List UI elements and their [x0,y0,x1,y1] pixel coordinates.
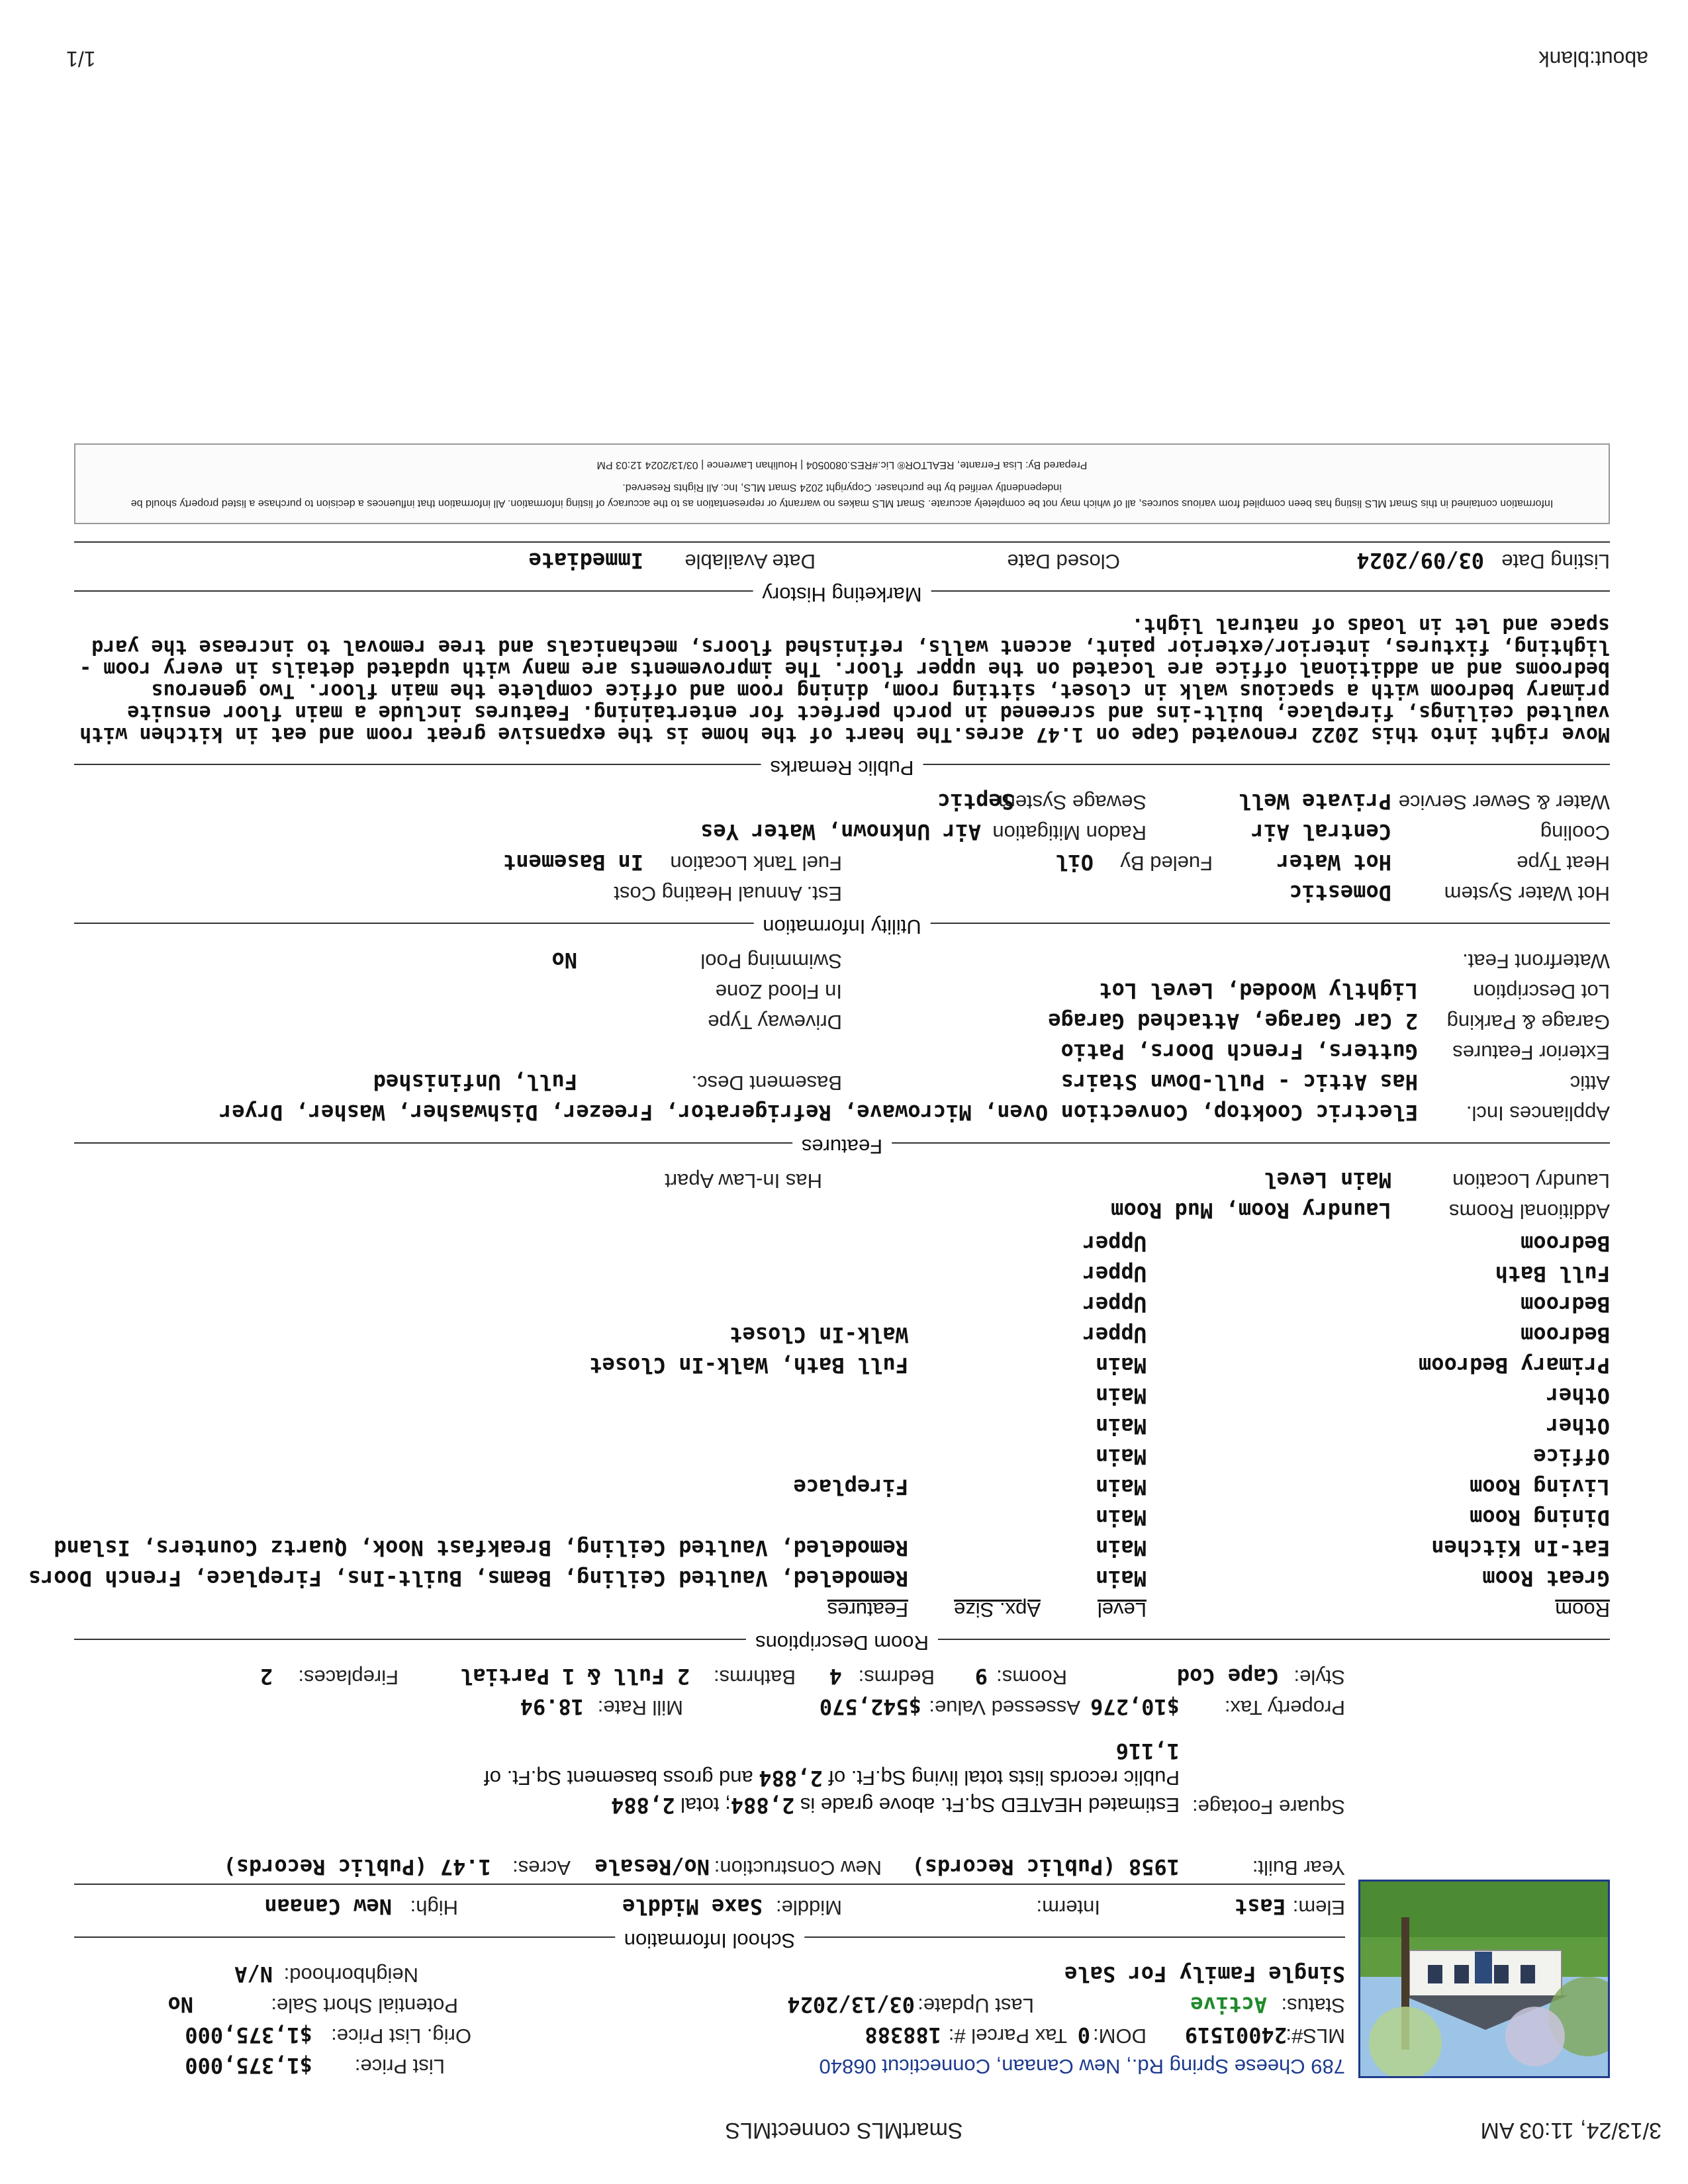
marketing-section-header: Marketing History [74,576,1610,608]
print-url: about:blank [1538,47,1648,71]
room-row [74,1287,1610,1317]
school-section-header: School Information [74,1922,1345,1954]
room-features: Remodeled, Vaulted Ceiling, Breakfast Nook, Quartz Counters, Island [54,1535,908,1561]
mill-rate-label: Mill Rate: [597,1696,683,1719]
room-row [28,1561,1610,1591]
bathrms-value: 2 Full & 1 Partial [460,1664,690,1689]
mls-number: 24001519 [1184,2023,1287,2048]
sewage-value: Septic [937,789,1014,814]
room-row [74,1469,1610,1500]
status-label: Status: [1281,1994,1345,2017]
mls-label: MLS#: [1286,2025,1345,2048]
exterior-value: Gutters, French Doors, Patio [1060,1039,1418,1064]
room-name: Other [1546,1383,1610,1408]
heat-type-label: Heat Type [1517,852,1610,875]
exterior-label: Exterior Features [1452,1041,1610,1064]
high-label: High: [410,1896,458,1919]
driveway-label: Driveway Type [708,1011,842,1034]
room-level: Main [1095,1566,1147,1591]
attic-label: Attic [1570,1071,1610,1095]
year-built-value: 1958 (Public Records) [912,1854,1180,1880]
property-tax-label: Property Tax: [1224,1696,1345,1719]
room-list [28,1226,1610,1591]
room-col-header: Room [1555,1598,1610,1621]
in-law-label: Has In-Law Apart [665,1169,822,1193]
print-page-number: 1/1 [66,47,96,71]
interm-label: Interm: [1036,1896,1100,1919]
laundry-location-value: Main Level [1264,1167,1391,1193]
mill-rate-value: 18.94 [520,1694,584,1719]
room-name: Eat-In Kitchen [1431,1535,1610,1561]
orig-price: $1,375,000 [185,2023,312,2048]
swimming-pool-label: Swimming Pool [700,950,842,973]
heat-type-value: Hot Water [1276,850,1391,875]
laundry-location-label: Laundry Location [1452,1169,1610,1193]
short-sale-label: Potential Short Sale: [271,1994,458,2017]
rooms-section-header: Room Descriptions [74,1624,1610,1656]
room-level: Main [1095,1383,1147,1408]
room-level: Upper [1082,1231,1147,1256]
disclaimer-line-2: independently verified by the purchaser. Copyright 2024 Smart MLS, Inc. All Rights Reserved. [622,482,1062,493]
room-features: Remodeled, Vaulted Ceiling, Beams, Built-Ins, Fireplace, French Doors [28,1566,908,1591]
room-features: Full Bath, Walk-In Closet [589,1353,908,1378]
room-level: Main [1095,1444,1147,1469]
middle-value: Saxe Middle [622,1894,763,1919]
room-level: Upper [1082,1322,1147,1347]
room-name: Primary Bedroom [1419,1353,1610,1378]
room-level: Main [1095,1505,1147,1530]
room-name: Other [1546,1414,1610,1439]
garage-value: 2 Car Garage, Attached Garage [1048,1009,1418,1034]
property-type: Single Family For Sale [1064,1962,1345,1987]
lot-description-value: Lightly Wooded, Level Lot [1099,978,1418,1003]
room-row [74,1378,1610,1408]
heating-cost-label: Est. Annual Heating Cost [614,882,842,905]
closed-date-label: Closed Date [1007,550,1120,573]
cooling-value: Central Air [1251,819,1391,844]
level-col-header: Level [1097,1598,1147,1621]
dom-label: DOM: [1093,2025,1147,2048]
appliances-value: Electric Cooktop, Convection Oven, Microwave, Refrigerator, Freezer, Dishwasher, Washer, Dryer [219,1100,1418,1125]
disclaimer-line-1: Information contained in this Smart MLS listing has been compiled from various sources, all of which may not be completely accurate. Smart MLS makes no warranty or representation as to the accuracy of listing information. All information that influences a decision to purchase a listed property should be [130,498,1554,509]
garage-label: Garage & Parking [1446,1011,1610,1034]
neighborhood-label: Neighborhood: [283,1964,418,1987]
rooms-label: Rooms: [996,1666,1067,1689]
room-name: Dining Room [1470,1505,1610,1530]
room-name: Great Room [1482,1566,1610,1591]
last-update-value: 03/13/2024 [787,1992,915,2017]
room-row [54,1530,1610,1561]
tax-parcel-label: Tax Parcel #: [948,2025,1067,2048]
room-row [74,1347,1610,1378]
room-level: Main [1095,1535,1147,1561]
sqft-description: Estimated HEATED Sq.Ft. above grade is 2,884; total 2,884 Public records lists total living Sq.Ft. of 2,884 and gross basement Sq.Ft. of 1,116 [484,1739,1180,1818]
property-photo [1358,1880,1610,2078]
date-available-value: Immediate [528,548,643,573]
public-remarks: Move right into this 2022 renovated Cape on 1.47 acres.The heart of the home is the expansive great room and eat in kitchen with vaulted ceilings, fireplace, built-ins and screened in porch perfect for entertaining. Features include a main floor ensuite primary bedroom with a spacious walk in closet, sitting room, dining room and office complete the main floor. Two generous bedrooms and an additional office are located on the upper floor. The improvements are many with updated details in every room - lighting, fixtures, interior/exterior paint, accent walls, refinished floors, mechanicals and tree removal to increase the yard space and let in loads of natural light. [79,614,1610,746]
room-row [74,1256,1610,1287]
print-site-title: SmartMLS connectMLS [725,2118,963,2143]
fuel-tank-label: Fuel Tank Location [670,852,842,875]
assessed-value: $542,570 [819,1694,921,1719]
print-timestamp: 3/13/24, 11:03 AM [1480,2118,1662,2143]
basement-label: Basement Desc. [691,1071,842,1095]
features-col-header: Features [827,1598,908,1621]
features-section-header: Features [74,1128,1610,1160]
fueled-by-label: Fueled By [1120,852,1213,875]
room-name: Living Room [1470,1475,1610,1500]
basement-value: Full, Unfinished [373,1069,577,1095]
hot-water-label: Hot Water System [1444,882,1610,905]
neighborhood-value: N/A [234,1962,273,1987]
utility-section-header: Utility Information [74,908,1610,940]
remarks-section-header: Public Remarks [74,749,1610,781]
appliances-label: Appliances Incl. [1466,1102,1610,1125]
radon-label: Radon Mitigation [992,821,1147,844]
room-name: Bedroom [1521,1231,1610,1256]
room-level: Main [1095,1475,1147,1500]
lot-description-label: Lot Description [1473,980,1610,1003]
flood-zone-label: In Flood Zone [715,980,842,1003]
last-update-label: Last Update: [917,1994,1034,2017]
room-row [74,1226,1610,1256]
room-level: Upper [1082,1261,1147,1287]
elem-value: East [1234,1894,1286,1919]
style-value: Cape Cod [1176,1664,1279,1689]
room-row [74,1439,1610,1469]
bedrms-label: Bedrms: [858,1666,935,1689]
hot-water-value: Domestic [1289,880,1391,905]
listing-date-label: Listing Date [1501,550,1610,573]
style-label: Style: [1293,1666,1345,1689]
list-price: $1,375,000 [185,2053,312,2078]
elem-label: Elem: [1292,1896,1345,1919]
radon-value: Air Unknown, Water Yes [700,819,981,844]
sqft-label: Square Footage: [1192,1796,1345,1819]
high-value: New Canaan [264,1894,392,1919]
size-col-header: Apx. Size [954,1598,1041,1621]
assessed-value-label: Assessed Value: [929,1696,1080,1719]
dom-value: 0 [1077,2023,1090,2048]
rooms-value: 9 [974,1664,988,1689]
room-features: Walk-In Closet [729,1322,908,1347]
orig-price-label: Orig. List Price: [331,2025,471,2048]
fuel-tank-value: In Basement [503,850,643,875]
room-name: Office [1533,1444,1610,1469]
room-name: Bedroom [1521,1322,1610,1347]
room-row [74,1317,1610,1347]
new-construction-value: No/Resale [594,1854,710,1880]
water-sewer-value: Private Well [1238,789,1391,814]
sewage-label: Sewage System [998,791,1147,814]
attic-value: Has Attic - Pull-Down Stairs [1060,1069,1418,1095]
bathrms-label: Bathrms: [713,1666,796,1689]
status-value: Active [1190,1992,1267,2017]
cooling-label: Cooling [1540,821,1610,844]
short-sale-value: No [167,1992,193,2017]
room-level: Upper [1082,1292,1147,1317]
room-name: Bedroom [1521,1292,1610,1317]
waterfront-label: Waterfront Feat. [1462,950,1610,973]
listing-date-value: 03/09/2024 [1356,548,1484,573]
property-address-link[interactable]: 789 Cheese Spring Rd., New Canaan, Connecticut 06840 [819,2055,1345,2078]
acres-value: 1.47 (Public Records) [223,1854,491,1880]
acres-label: Acres: [512,1856,571,1880]
room-features: Fireplace [793,1475,908,1500]
disclaimer-box [74,443,1610,524]
date-available-label: Date Available [684,550,816,573]
room-name: Full Bath [1495,1261,1610,1287]
additional-rooms-label: Additional Rooms [1449,1200,1610,1223]
fueled-by-value: Oil [1055,850,1094,875]
prepared-by: Prepared By: Lisa Ferrante, REALTOR® Lic.#RES.0800504 | Houlihan Lawrence | 03/13/2024 12:03 PM [596,459,1088,471]
bedrms-value: 4 [829,1664,842,1689]
room-level: Main [1095,1414,1147,1439]
swimming-pool-value: No [551,948,577,973]
year-built-label: Year Built: [1252,1856,1345,1880]
room-level: Main [1095,1353,1147,1378]
room-row [74,1408,1610,1439]
fireplaces-value: 2 [259,1664,273,1689]
middle-label: Middle: [776,1896,842,1919]
new-construction-label: New Construction: [714,1856,882,1880]
tax-parcel-value: 188388 [865,2023,941,2048]
property-tax-value: $10,276 [1090,1694,1180,1719]
list-price-label: List Price: [354,2055,445,2078]
listing-sheet [28,443,1610,2078]
room-row [74,1500,1610,1530]
fireplaces-label: Fireplaces: [298,1666,399,1689]
additional-rooms-value: Laundry Room, Mud Room [1111,1198,1391,1223]
water-sewer-label: Water & Sewer Service [1398,791,1610,814]
